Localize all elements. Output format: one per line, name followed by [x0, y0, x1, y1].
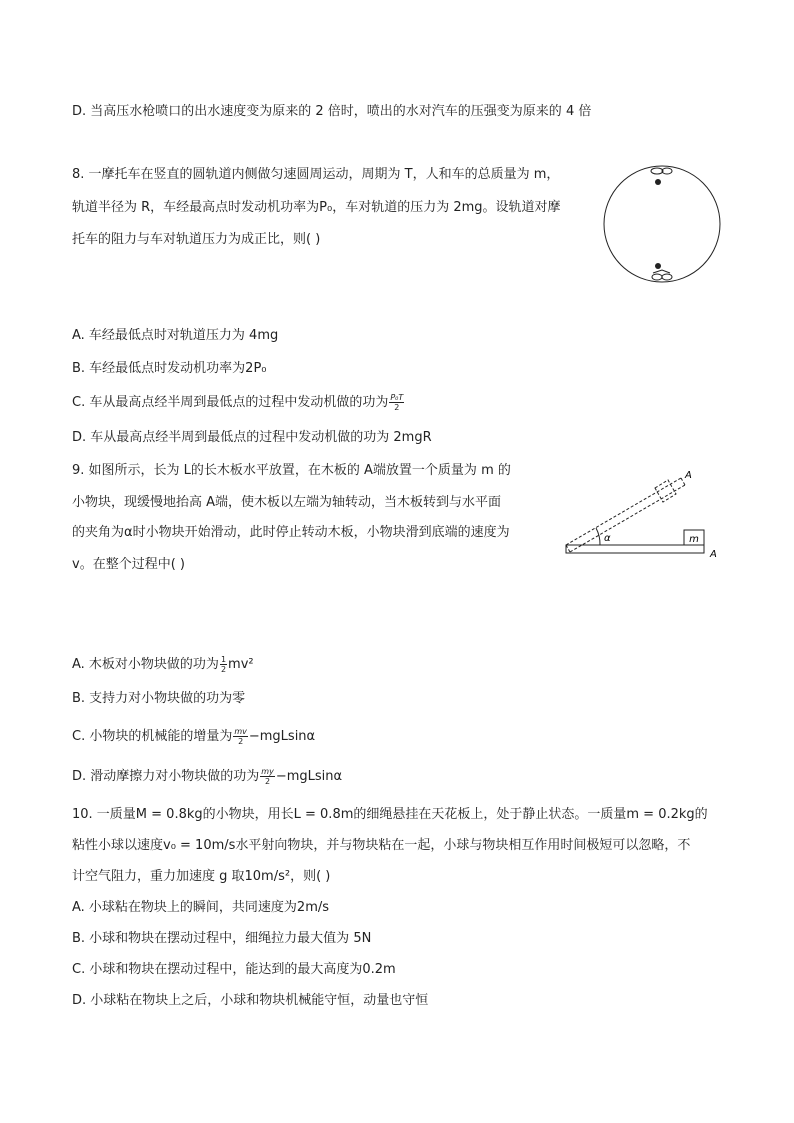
fraction-denominator: 2: [238, 737, 244, 746]
q9-option-c-fraction: [233, 727, 248, 746]
label-a-bottom: A: [710, 549, 717, 560]
fraction-numerator: mv: [234, 727, 247, 736]
q8-option-c-fraction: [389, 393, 404, 412]
q9-option-d-tail: −mgLsinα: [275, 769, 343, 784]
q8-option-d: D. 车从最高点经半周到最低点的过程中发动机做的功为 2mgR: [72, 430, 432, 445]
q9-option-d: [72, 767, 342, 786]
q7-option-d: D. 当高压水枪喷口的出水速度变为原来的 2 倍时，喷出的水对汽车的压强变为原来的 4 倍: [72, 104, 592, 119]
q9-option-d-fraction: [260, 767, 275, 786]
circular-track: [604, 166, 720, 282]
q9-option-a-fraction: [220, 655, 227, 674]
q10-stem-line3: 计空气阻力，重力加速度 g 取10m/s²，则( ): [72, 869, 331, 884]
q9-stem-line2: 小物块，现缓慢地抬高 A端，使木板以左端为轴转动，当木板转到与水平面: [72, 495, 502, 510]
q10-stem-line2: 粘性小球以速度v₀ = 10m/s水平射向物块，并与物块粘在一起，小球与物块相互作用时间极短可以忽略，不: [72, 838, 691, 853]
q8-circular-track-figure: [600, 162, 724, 286]
q10-stem-line1: 10. 一质量M = 0.8kg的小物块，用长L = 0.8m的细绳悬挂在天花板上，处于静止状态。一质量m = 0.2kg的: [72, 807, 708, 822]
horizontal-board: [566, 545, 704, 553]
q9-stem-line4: v。在整个过程中( ): [72, 557, 185, 572]
fraction-denominator: 2: [394, 403, 400, 412]
fraction-numerator: P₀T: [390, 393, 404, 402]
q9-stem-line1: 9. 如图所示，长为 L的长木板水平放置，在木板的 A端放置一个质量为 m 的: [72, 463, 511, 478]
motorcycle-top-icon: [651, 168, 672, 185]
q8-stem-line3: 托车的阻力与车对轨道压力为成正比，则( ): [72, 232, 321, 247]
q10-option-d: D. 小球粘在物块上之后，小球和物块机械能守恒，动量也守恒: [72, 993, 429, 1008]
q9-option-a: [72, 655, 254, 674]
q10-option-b: B. 小球和物块在摆动过程中，细绳拉力最大值为 5N: [72, 931, 372, 946]
tilted-board-dashed: [566, 478, 685, 552]
q8-stem-line2: 轨道半径为 R，车经最高点时发动机功率为P₀，车对轨道的压力为 2mg。设轨道对摩: [72, 200, 561, 215]
fraction-denominator: 2: [265, 777, 271, 786]
fraction-numerator: 1: [220, 655, 227, 664]
fraction-denominator: 2: [220, 665, 227, 674]
q9-option-a-tail: mv²: [228, 657, 254, 672]
q9-option-b: B. 支持力对小物块做的功为零: [72, 691, 246, 706]
q9-option-d-text: D. 滑动摩擦力对小物块做的功为: [72, 769, 260, 784]
q10-option-c: C. 小球和物块在摆动过程中，能达到的最大高度为0.2m: [72, 962, 396, 977]
q9-option-a-text: A. 木板对小物块做的功为: [72, 657, 219, 672]
fraction-numerator: my: [261, 767, 274, 776]
label-alpha: α: [604, 533, 611, 544]
q8-option-a: A. 车经最低点时对轨道压力为 4mg: [72, 328, 279, 343]
q9-inclined-board-figure: [560, 458, 730, 568]
q8-option-b: B. 车经最低点时发动机功率为2P₀: [72, 361, 267, 376]
label-a-top: A: [685, 470, 692, 481]
q10-option-a: A. 小球粘在物块上的瞬间，共同速度为2m/s: [72, 900, 330, 915]
q9-option-c: [72, 727, 315, 746]
label-m: m: [689, 534, 699, 545]
q9-stem-line3: 的夹角为α时小物块开始滑动，此时停止转动木板，小物块滑到底端的速度为: [72, 525, 510, 540]
motorcycle-bottom-icon: [652, 263, 672, 280]
q9-option-c-tail: −mgLsinα: [248, 729, 316, 744]
q8-option-c-text: C. 车从最高点经半周到最低点的过程中发动机做的功为: [72, 395, 389, 410]
q8-stem-line1: 8. 一摩托车在竖直的圆轨道内侧做匀速圆周运动，周期为 T，人和车的总质量为 m，: [72, 167, 560, 182]
q9-option-c-text: C. 小物块的机械能的增量为: [72, 729, 233, 744]
q8-option-c: [72, 393, 405, 412]
